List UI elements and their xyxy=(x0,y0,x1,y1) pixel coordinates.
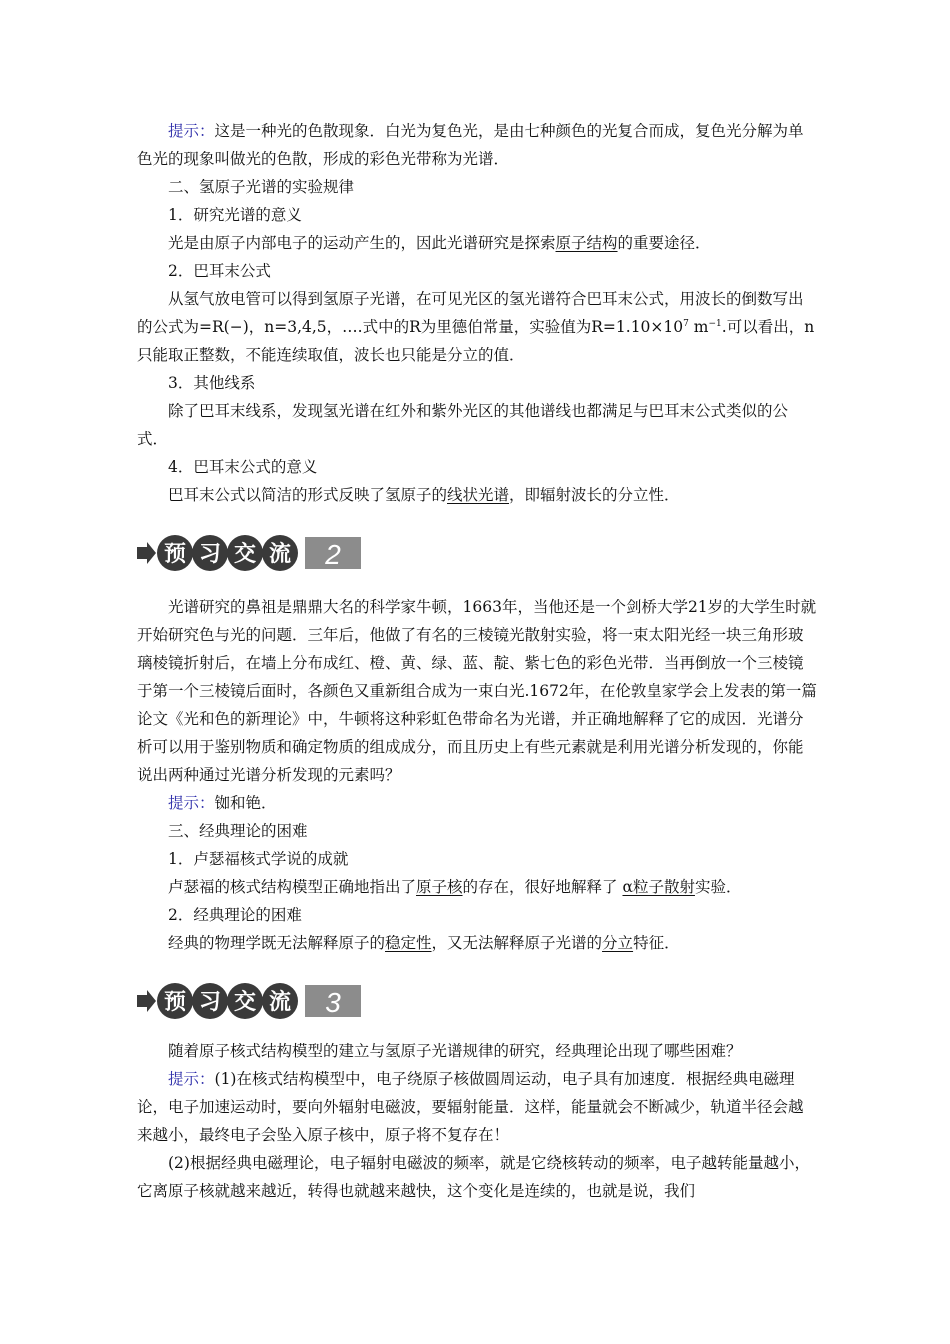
svg-text:预: 预 xyxy=(163,990,187,1015)
paragraph-spectrum-meaning: 光是由原子内部电子的运动产生的，因此光谱研究是探索原子结构的重要途径． xyxy=(168,234,711,252)
paragraph-question: 随着原子核式结构模型的建立与氢原子光谱规律的研究，经典理论出现了哪些困难？ xyxy=(168,1042,742,1060)
underlined-term: 稳定性 xyxy=(385,934,432,952)
paragraph-newton-story: 光谱研究的鼻祖是鼎鼎大名的科学家牛顿，1663年，当他还是一个剑桥大学21岁的大学生时就开始研究色与光的问题．三年后，他做了有名的三棱镜光散射实验，将一束太阳光经一块三角形玻璃棱镜折射后，在墙上分布成红、橙、黄、绿、蓝、靛、紫七色的彩色光带．当再倒放一个三棱镜于第一个三棱镜后面时，各颜色又重新组合成为一束白光.1672年，在伦敦皇家学会上发表的第一篇论文《光和色的新理论》中，牛顿将这种彩虹色带命名为光谱，并正确地解释了它的成因．光谱分析可以用于鉴别物质和确定物质的组成成分，而且历史上有些元素就是利用光谱分析发现的，你能说出两种通过光谱分析发现的元素吗？ xyxy=(137,598,817,784)
svg-text:流: 流 xyxy=(268,990,292,1015)
underlined-term: 分立 xyxy=(602,934,634,952)
hint-label: 提示： xyxy=(168,122,215,140)
arrow-icon xyxy=(137,990,156,1012)
svg-text:2: 2 xyxy=(325,539,341,570)
hint-text: 这是一种光的色散现象．白光为复色光，是由七种颜色的光复合而成，复色光分解为单色光的现象叫做光的色散，形成的彩色光带称为光谱． xyxy=(137,122,804,168)
underlined-term: 线状光谱 xyxy=(447,486,510,504)
paragraph-other-series: 除了巴耳末线系，发现氢光谱在红外和紫外光区的其他谱线也都满足与巴耳末公式类似的公式． xyxy=(137,402,789,448)
svg-text:习: 习 xyxy=(198,990,222,1015)
arrow-icon xyxy=(137,542,156,564)
subheading-3-2: 2．经典理论的困难 xyxy=(168,906,302,924)
underlined-term: 原子核 xyxy=(416,878,463,896)
subheading-3-1: 1．卢瑟福核式学说的成就 xyxy=(168,850,349,868)
hint-label: 提示： xyxy=(168,794,215,812)
banner-graphic xyxy=(135,981,365,1021)
svg-text:预: 预 xyxy=(163,542,187,567)
hint-paragraph-2: 提示：铷和铯． xyxy=(168,794,277,812)
paragraph-balmer-formula: 从氢气放电管可以得到氢原子光谱，在可见光区的氢光谱符合巴耳末公式，用波长的倒数写出的公式为=R(−)，n=3,4,5，….式中的R为里德伯常量，实验值为$R=1.10\times 10^7$ $m^{-1}$.可以看出，n只能取正整数，不能连续取值，波长也只能是分立的值． xyxy=(137,290,815,364)
underlined-term: α粒子散射 xyxy=(622,878,695,896)
subheading-2-4: 4．巴耳末公式的意义 xyxy=(168,458,318,476)
banner-graphic xyxy=(135,533,365,573)
svg-text:3: 3 xyxy=(325,987,341,1018)
preview-exchange-banner-2 xyxy=(135,533,365,573)
hint-paragraph-1 xyxy=(137,117,817,173)
preview-exchange-banner-3 xyxy=(135,981,365,1021)
svg-text:习: 习 xyxy=(198,542,222,567)
section-heading-3: 三、经典理论的困难 xyxy=(168,822,308,840)
paragraph-frequency: (2)根据经典电磁理论，电子辐射电磁波的频率，就是它绕核转动的频率，电子越转能量越小，它离原子核就越来越近，转得也就越来越快，这个变化是连续的，也就是说，我们 xyxy=(137,1154,810,1200)
hint-label: 提示： xyxy=(168,1070,215,1088)
section-heading-2: 二、氢原子光谱的实验规律 xyxy=(168,178,355,196)
subheading-2-2: 2．巴耳末公式 xyxy=(168,262,271,280)
svg-text:流: 流 xyxy=(268,542,292,567)
paragraph-rutherford: 卢瑟福的核式结构模型正确地指出了原子核的存在，很好地解释了 α粒子散射实验． xyxy=(168,878,742,896)
subheading-2-1: 1．研究光谱的意义 xyxy=(168,206,302,224)
svg-text:交: 交 xyxy=(233,542,257,567)
subheading-2-3: 3．其他线系 xyxy=(168,374,256,392)
paragraph-balmer-meaning: 巴耳末公式以简洁的形式反映了氢原子的线状光谱，即辐射波长的分立性． xyxy=(168,486,680,504)
svg-text:交: 交 xyxy=(233,990,257,1015)
paragraph-classical-difficulty: 经典的物理学既无法解释原子的稳定性，又无法解释原子光谱的分立特征． xyxy=(168,934,680,952)
hint-paragraph-3: 提示：(1)在核式结构模型中，电子绕原子核做圆周运动，电子具有加速度．根据经典电磁理论，电子加速运动时，要向外辐射电磁波，要辐射能量．这样，能量就会不断减少，轨道半径会越来越小，最终电子会坠入原子核中，原子将不复存在！ xyxy=(137,1070,804,1144)
underlined-term: 原子结构 xyxy=(555,234,618,252)
